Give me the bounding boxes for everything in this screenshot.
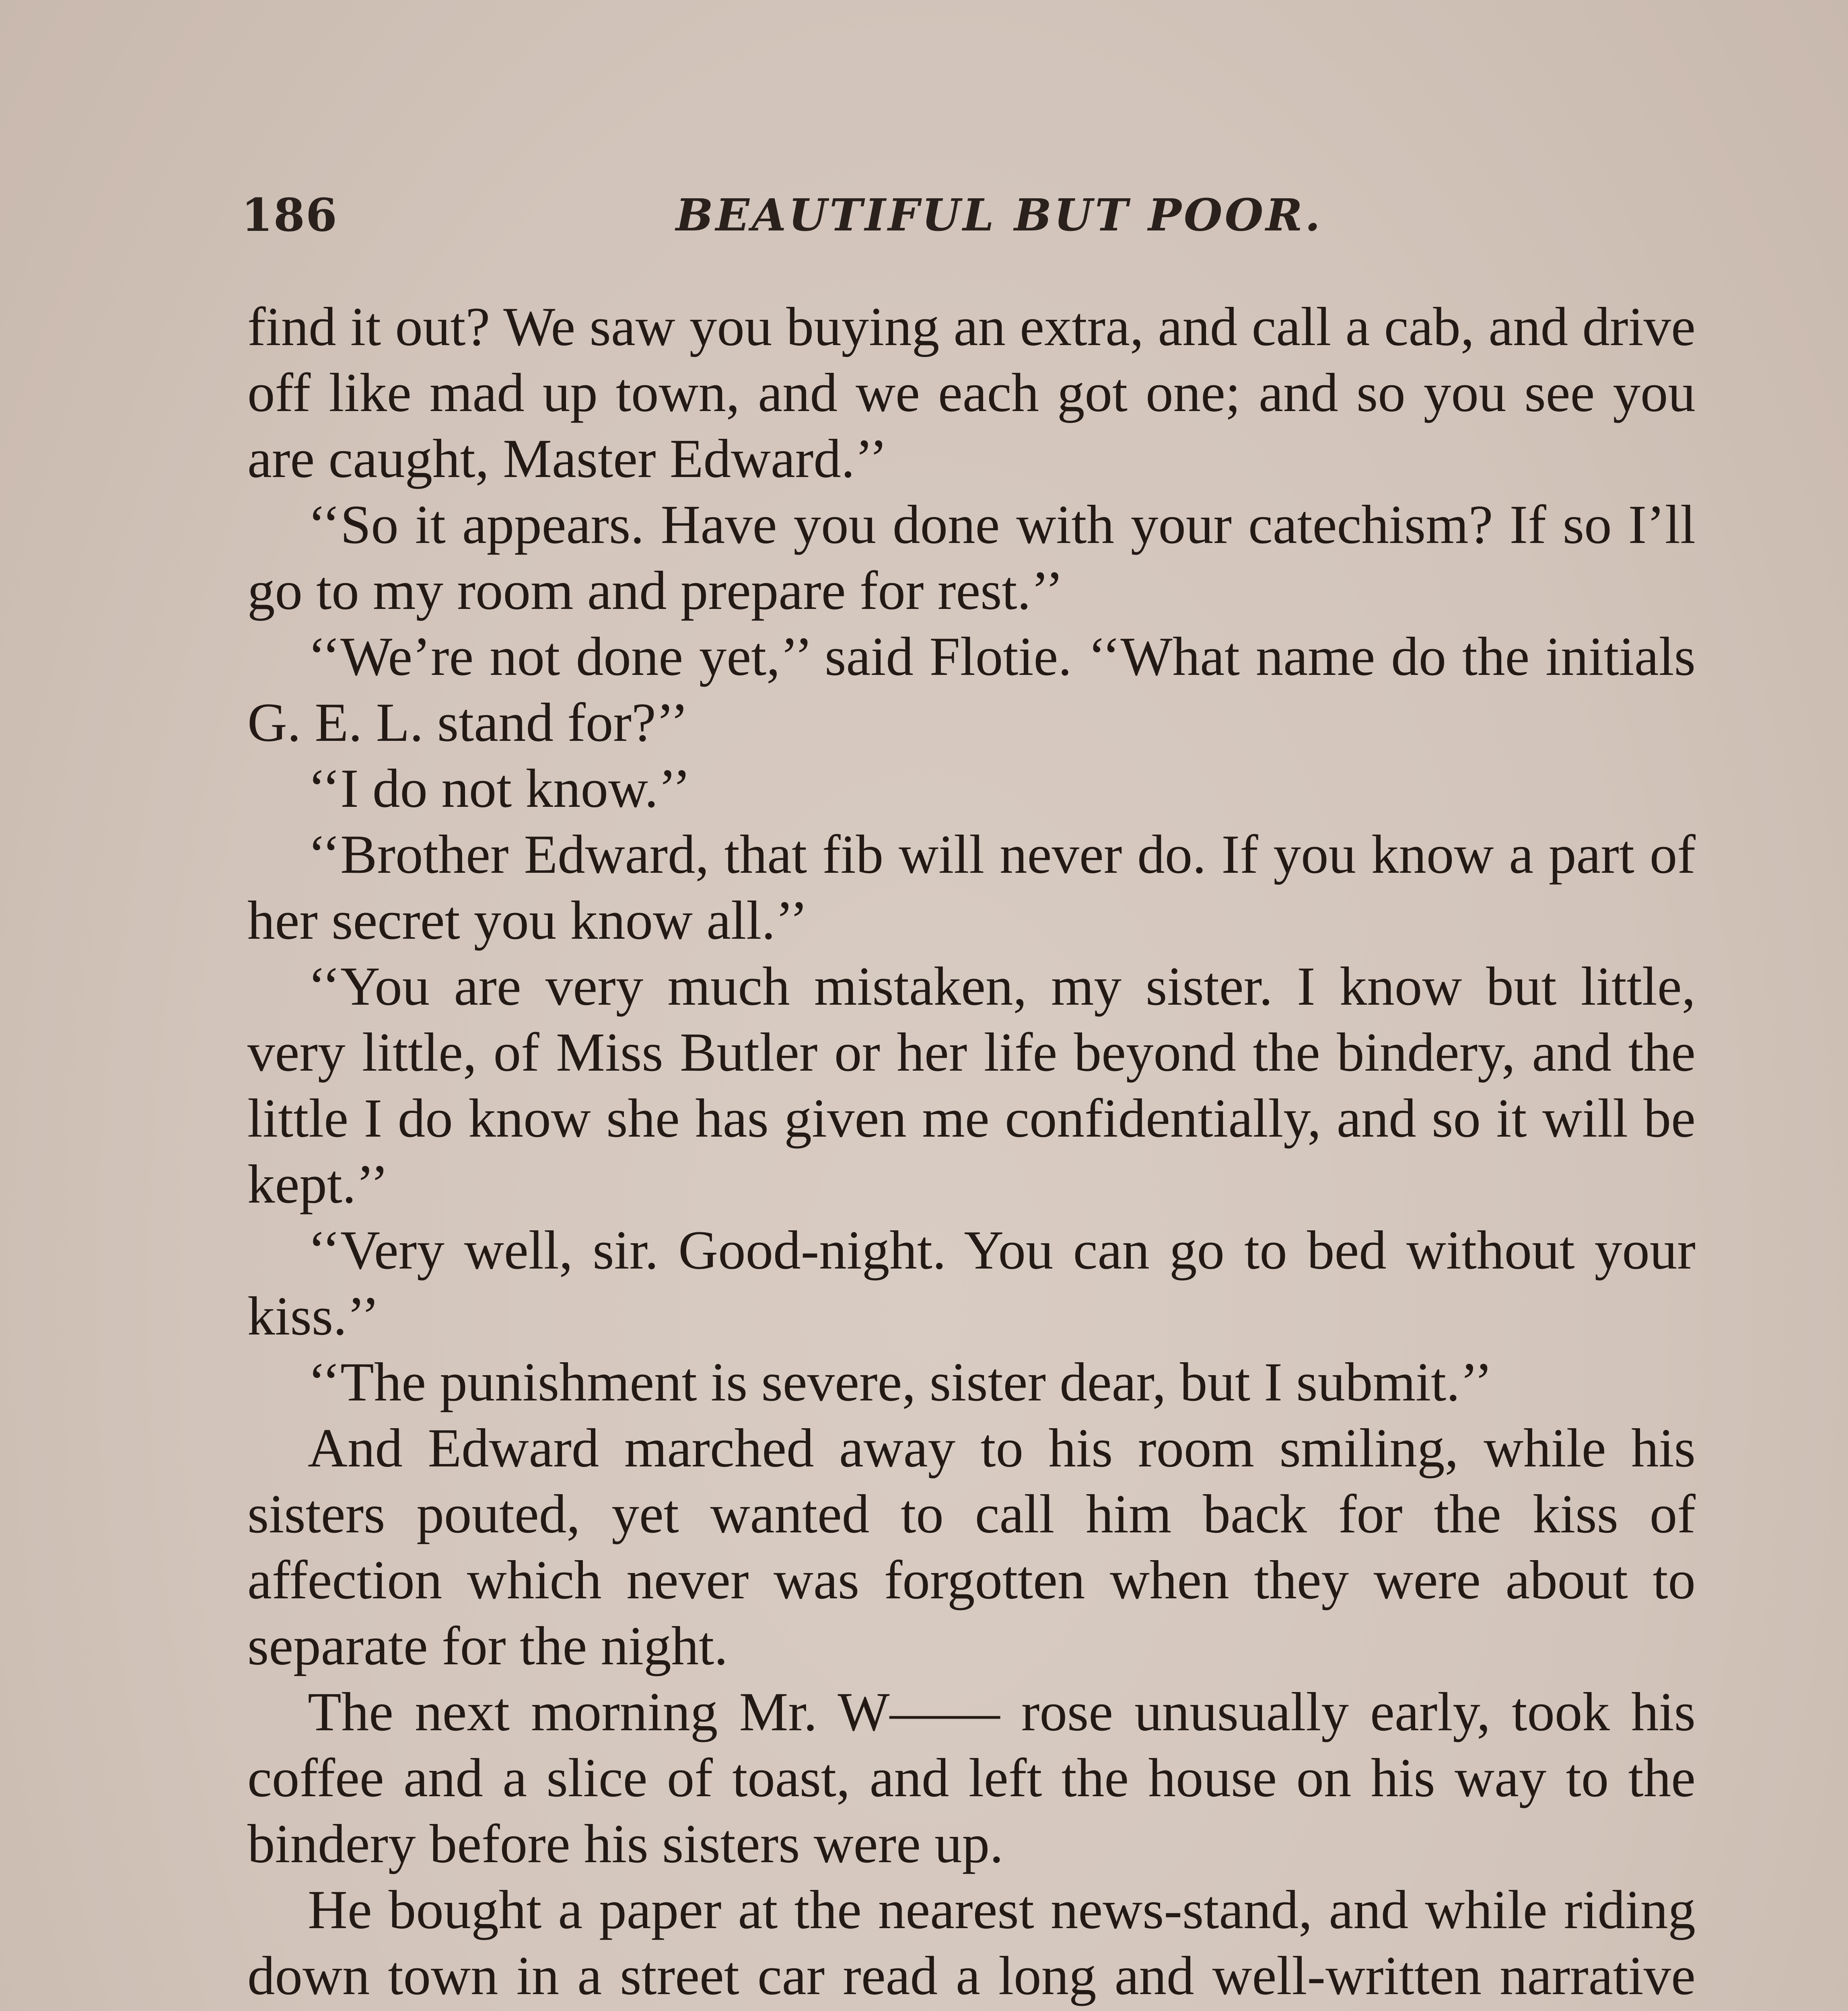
running-head [241,189,1690,261]
paragraph-2: ‘‘So it appears. Have you done with your catechism? If so I’ll go to my room and prepare for rest.’’ [247,494,1696,621]
page-number: 186 [241,189,338,242]
paragraph-8: ‘‘The punishment is severe, sister dear, but I submit.’’ [308,1351,1493,1413]
paragraph-4: ‘‘I do not know.’’ [308,758,691,819]
paragraph-5: ‘‘Brother Edward, that fib will never do. If you know a part of her secret you know all.’’ [247,824,1696,951]
paragraph-6: ‘‘You are very much mistaken, my sister. I know but little, very little, of Miss Butler or her life beyond the bindery, and the little I do know she has given me confidentially, and so it will be kept.’’ [247,956,1696,1215]
body-text [247,294,1696,2011]
paragraph-7: ‘‘Very well, sir. Good-night. You can go to bed without your kiss.’’ [247,1219,1696,1347]
paragraph-3: ‘‘We’re not done yet,’’ said Flotie. ‘‘What name do the initials G. E. L. stand for?’’ [247,626,1696,753]
running-title: BEAUTIFUL BUT POOR. [676,189,1323,241]
paragraph-1: find it out? We saw you buying an extra, and call a cab, and drive off like mad up town, and we each got one; and so you see you are caught, Master Edward.’’ [247,296,1696,489]
paragraph-11: He bought a paper at the nearest news-stand, and while riding down town in a street car read a long and well-written narrative [247,1879,1696,2006]
paragraph-9: And Edward marched away to his room smiling, while his sisters pouted, yet wanted to call him back for the kiss of affection which never was forgotten when they were about to separate for the night. [247,1417,1696,1676]
paragraph-10: The next morning Mr. W—— rose unusually early, took his coffee and a slice of toast, and left the house on his way to the bindery before his sisters were up. [247,1681,1696,1874]
